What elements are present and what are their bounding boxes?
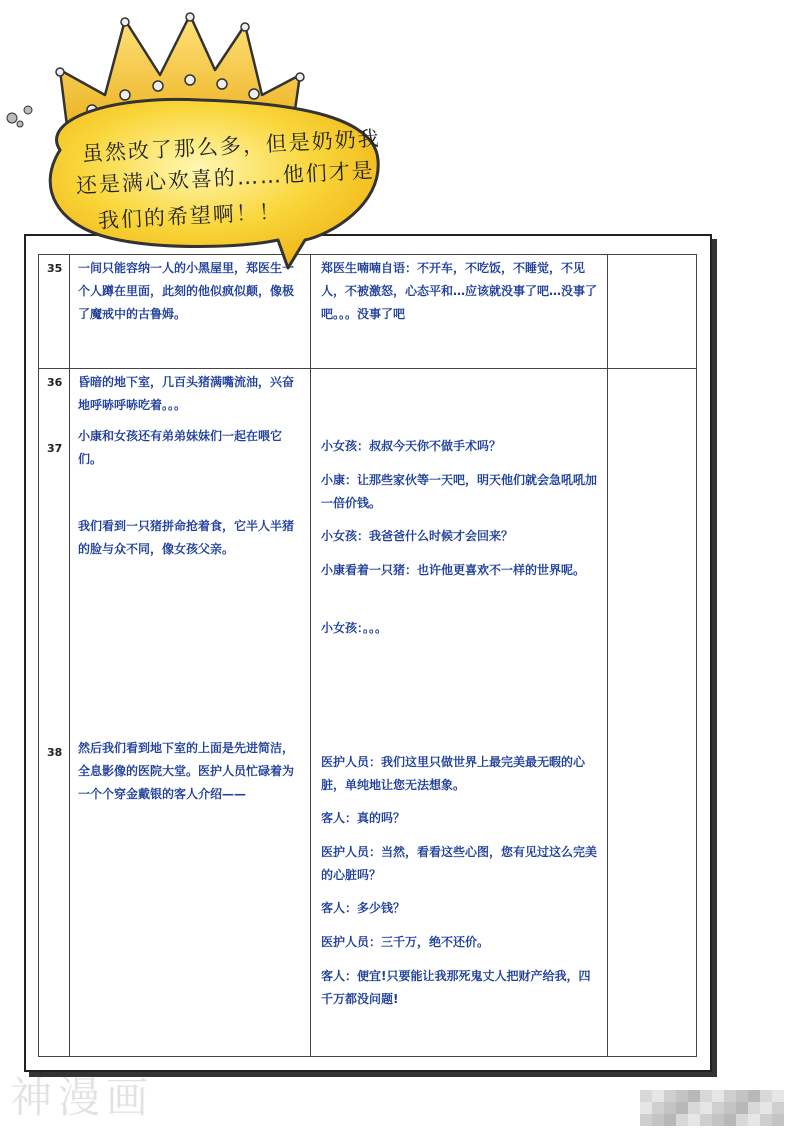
scene-number: 37 [47, 442, 63, 455]
scene-description: 然后我们看到地下室的上面是先进简洁，全息影像的医院大堂。医护人员忙碌着为一个个穿金戴银的客人介绍—— [78, 741, 295, 801]
description-cell [70, 369, 311, 1057]
dialogue-line: 客人：真的吗？ [321, 811, 406, 825]
bubble-text-line: 还是满心欢喜的……他们才是 [75, 158, 376, 198]
dialogue-line: 小女孩：叔叔今天你不做手术吗？ [321, 439, 502, 453]
scene-description: 一间只能容纳一人的小黑屋里，郑医生一个人蹲在里面，此刻的他似疯似颠，像极了魔戒中的古鲁姆。 [78, 261, 295, 321]
script-table [38, 254, 697, 1057]
scene-number-cell [39, 369, 70, 1057]
dialogue-line: 小女孩：。。。 [321, 621, 388, 635]
notes-cell [608, 369, 697, 1057]
dialogue-line: 医护人员：当然，看看这些心图，您有见过这么完美的心脏吗？ [321, 845, 598, 882]
dialogue-line: 客人：多少钱？ [321, 901, 406, 915]
dialogue-line: 小康：让那些家伙等一天吧，明天他们就会急吼吼加一倍价钱。 [321, 473, 598, 510]
dialogue-cell [311, 369, 608, 1057]
bubble-text-line: 我们的希望啊！！ [97, 199, 283, 233]
dialogue-line: 小女孩：我爸爸什么时候才会回来？ [321, 529, 514, 543]
scene-number: 35 [47, 262, 63, 275]
watermark-logo: 神漫画 [10, 1073, 155, 1122]
dialogue-line: 医护人员：我们这里只做世界上最完美最无暇的心脏，单纯地让您无法想象。 [321, 755, 586, 792]
table-row [39, 369, 697, 1057]
scene-description: 小康和女孩还有弟弟妹妹们一起在喂它们。 [78, 429, 283, 466]
dialogue-line: 郑医生喃喃自语：不开车，不吃饭，不睡觉，不见人，不被激怒，心态平和…应该就没事了吧…没事了吧。。。没事了吧 [321, 261, 598, 321]
scene-description: 我们看到一只猪拼命抢着食，它半人半猪的脸与众不同，像女孩父亲。 [78, 519, 295, 556]
scene-number: 36 [47, 376, 63, 389]
scene-number: 38 [47, 746, 63, 759]
dialogue-line: 小康看着一只猪：也许他更喜欢不一样的世界呢。 [321, 563, 586, 577]
notes-cell [608, 255, 697, 369]
dialogue-line: 客人：便宜!只要能让我那死鬼丈人把财产给我，四千万都没问题! [321, 969, 591, 1006]
bubble-text-line: 虽然改了那么多，但是奶奶我 [81, 126, 382, 166]
dialogue-line: 医护人员：三千万，绝不还价。 [321, 935, 490, 949]
pixelated-watermark-icon [640, 1090, 790, 1130]
scene-description: 昏暗的地下室，几百头猪满嘴流油，兴奋地呼哧呼哧吃着。。。 [78, 375, 295, 412]
